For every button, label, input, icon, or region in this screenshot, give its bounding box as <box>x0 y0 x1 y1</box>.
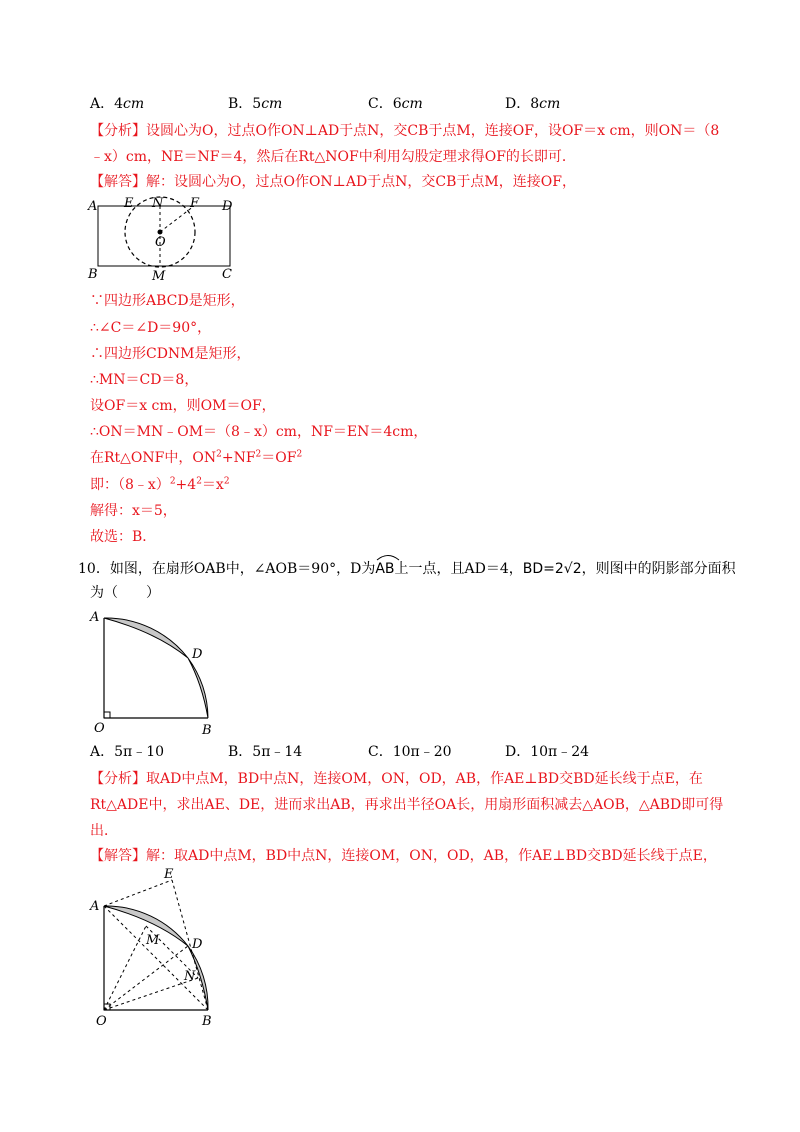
fig1-label-d: D <box>222 199 233 214</box>
q9-step-9: 解得：x＝5， <box>90 503 177 519</box>
fig1-label-c: C <box>222 267 232 282</box>
q9-step-1: ∵四边形ABCD是矩形， <box>90 293 245 309</box>
q10-option-d: D．10π﹣24 <box>505 744 590 760</box>
q10-option-a: A．5π﹣10 <box>90 744 165 760</box>
q9-option-a: A．4cm <box>90 96 145 112</box>
q9-step-2: ∴∠C＝∠D＝90°， <box>90 320 212 336</box>
fig2-label-a: A <box>90 610 100 625</box>
q9-step-6: ∴ON＝MN﹣OM＝（8﹣x）cm，NF＝EN＝4cm， <box>90 424 428 440</box>
fig3-label-m: M <box>146 933 160 948</box>
q9-step-10: 故选：B． <box>90 529 157 545</box>
q9-analysis-line-1: 【分析】设圆心为O，过点O作ON⊥AD于点N，交CB于点M，连接OF，设OF＝x cm，则ON＝（8 <box>90 123 720 139</box>
q10-option-c: C．10π﹣20 <box>368 744 452 760</box>
fig2-label-b: B <box>202 723 212 738</box>
fig1-label-f: F <box>190 196 200 211</box>
q9-option-d: D．8cm <box>505 96 561 112</box>
q9-step-4: ∴MN＝CD＝8， <box>90 372 199 388</box>
q10-analysis-line-2: Rt△ADE中，求出AE、DE，进而求出AB，再求出半径OA长，用扇形面积减去△AOB，△ABD即可得 <box>90 797 724 813</box>
q9-step-7: 在Rt△ONF中，$ON^2+NF^2=OF^2$ <box>90 449 303 466</box>
fig3-label-o: O <box>96 1014 107 1029</box>
q9-step-8: 即：$(8﹣x)^2+4^2=x^2$ <box>90 476 230 493</box>
fig1-label-n: N <box>152 196 164 211</box>
fig1-label-o: O <box>155 235 166 250</box>
fig3-label-e: E <box>164 867 174 882</box>
fig1-label-b: B <box>88 267 98 282</box>
q10-option-b: B．5π﹣14 <box>228 744 303 760</box>
arc-ab: AB <box>375 559 394 579</box>
fig1-label-e: E <box>124 196 134 211</box>
figure-rectangle-circle <box>86 194 246 284</box>
fig3-label-n: N <box>184 969 196 984</box>
q10-stem-line-1: 10．如图，在扇形OAB中，∠AOB＝90°，D为 AB上一点，且AD＝4，BD=2√2，则图中的阴影部分面积 <box>78 559 736 579</box>
q10-stem-line-2: 为（ ） <box>90 585 160 601</box>
q9-step-5: 设OF＝x cm，则OM＝OF， <box>90 398 276 414</box>
q9-analysis-line-2: ﹣x）cm，NE＝NF＝4，然后在Rt△NOF中利用勾股定理求得OF的长即可． <box>90 149 576 165</box>
q10-analysis-line-1: 【分析】取AD中点M，BD中点N，连接OM，ON，OD，AB，作AE⊥BD交BD延长线于点E，在 <box>90 771 703 787</box>
figure-sector <box>86 606 226 738</box>
fig2-label-o: O <box>94 721 105 736</box>
fig3-label-d: D <box>192 937 203 952</box>
q9-option-c: C．6cm <box>368 96 423 112</box>
figure-construction <box>86 866 236 1032</box>
q9-option-b: B．5cm <box>228 96 283 112</box>
q10-analysis-line-3: 出． <box>90 823 118 839</box>
fig3-label-a: A <box>90 899 100 914</box>
fig2-label-d: D <box>192 647 203 662</box>
fig1-label-a: A <box>88 199 98 214</box>
q9-step-3: ∴四边形CDNM是矩形， <box>90 346 251 362</box>
q10-answer-header: 【解答】解：取AD中点M，BD中点N，连接OM，ON，OD，AB，作AE⊥BD交BD延长线于点E， <box>90 848 717 864</box>
q9-answer-header: 【解答】解：设圆心为O，过点O作ON⊥AD于点N，交CB于点M，连接OF， <box>90 174 576 190</box>
fig3-label-b: B <box>202 1014 212 1029</box>
fig1-label-m: M <box>152 269 166 284</box>
